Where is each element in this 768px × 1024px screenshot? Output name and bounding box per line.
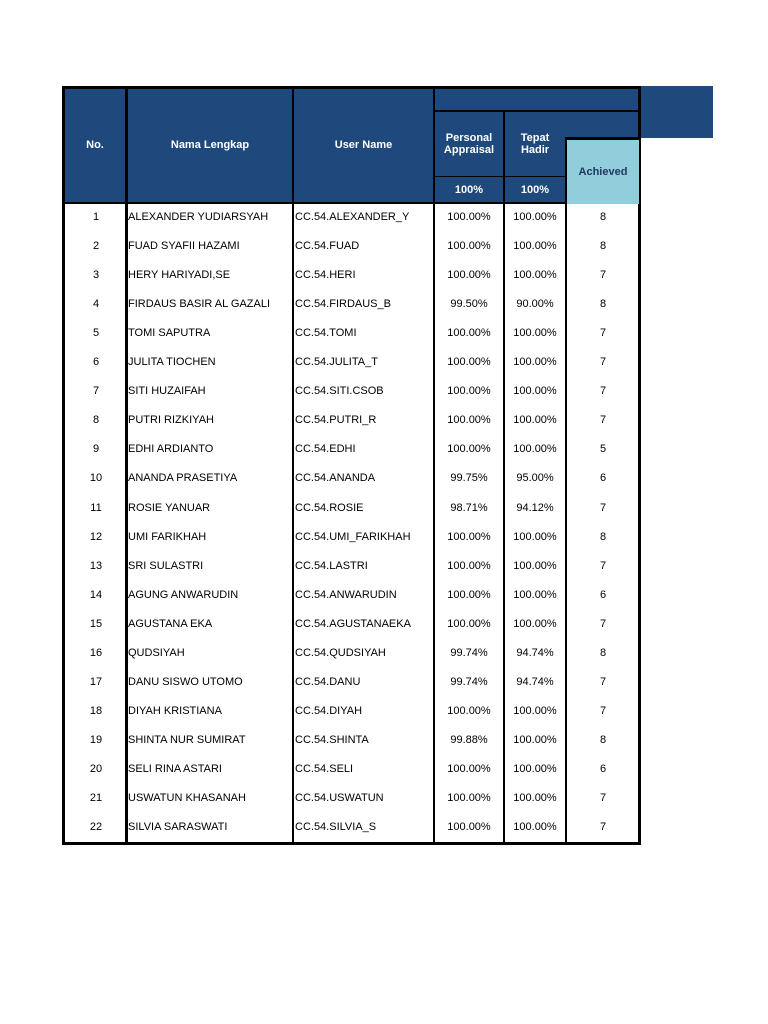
row-full-name: ANANDA PRASETIYA	[128, 472, 238, 485]
row-user-name: CC.54.DANU	[295, 675, 361, 688]
table-row	[62, 494, 641, 523]
row-tepat-hadir: 100.00%	[513, 240, 557, 253]
table-row	[62, 523, 641, 552]
row-number: 5	[92, 327, 100, 340]
row-number: 14	[89, 588, 103, 601]
row-number: 13	[89, 559, 103, 572]
header-full-name: Nama Lengkap	[170, 139, 250, 151]
header-personal-appraisal-line1: Personal	[445, 132, 493, 144]
row-personal-appraisal: 100.00%	[447, 211, 491, 223]
table-row	[62, 813, 641, 842]
row-full-name: PUTRI RIZKIYAH	[128, 414, 214, 427]
row-personal-appraisal: 100.00%	[447, 530, 491, 543]
row-number: 19	[89, 733, 103, 746]
header-tepat-hadir-line2: Hadir	[520, 144, 550, 156]
row-personal-appraisal: 100.00%	[447, 414, 491, 427]
row-user-name: CC.54.SHINTA	[295, 733, 369, 746]
row-personal-appraisal: 100.00%	[447, 443, 491, 456]
row-achieved: 7	[599, 821, 607, 834]
row-user-name: CC.54.ROSIE	[295, 501, 364, 514]
header-divider	[433, 176, 565, 177]
row-number: 12	[89, 530, 103, 543]
row-tepat-hadir: 100.00%	[513, 530, 557, 543]
row-user-name: CC.54.LASTRI	[295, 559, 368, 572]
row-user-name: CC.54.PUTRI_R	[295, 414, 377, 427]
header-no: No.	[86, 139, 104, 151]
row-user-name: CC.54.AGUSTANAEKA	[295, 617, 411, 630]
table-row	[62, 639, 641, 668]
row-achieved: 8	[599, 646, 607, 659]
row-tepat-hadir: 100.00%	[513, 443, 557, 456]
row-personal-appraisal: 100.00%	[447, 385, 491, 398]
row-achieved: 8	[599, 733, 607, 746]
row-full-name: FUAD SYAFII HAZAMI	[128, 240, 240, 253]
row-personal-appraisal: 100.00%	[447, 588, 491, 601]
row-number: 9	[92, 443, 100, 456]
table-row	[62, 435, 641, 464]
row-tepat-hadir: 100.00%	[513, 269, 557, 282]
row-personal-appraisal: 100.00%	[447, 792, 491, 804]
row-personal-appraisal: 100.00%	[447, 240, 491, 253]
row-personal-appraisal: 100.00%	[447, 617, 491, 630]
row-full-name: UMI FARIKHAH	[128, 530, 207, 543]
row-achieved: 7	[599, 792, 607, 804]
row-full-name: SHINTA NUR SUMIRAT	[128, 733, 246, 746]
row-number: 16	[89, 646, 103, 659]
row-full-name: SILVIA SARASWATI	[128, 821, 228, 834]
row-full-name: AGUNG ANWARUDIN	[128, 588, 239, 601]
row-user-name: CC.54.SITI.CSOB	[295, 385, 384, 398]
table-row	[62, 668, 641, 697]
row-number: 6	[92, 356, 100, 369]
row-achieved: 7	[599, 559, 607, 572]
row-achieved: 7	[599, 414, 607, 427]
row-achieved: 7	[599, 501, 607, 514]
row-tepat-hadir: 100.00%	[513, 414, 557, 427]
row-full-name: SELI RINA ASTARI	[128, 762, 222, 775]
row-personal-appraisal: 100.00%	[447, 356, 491, 369]
row-number: 18	[89, 704, 103, 717]
row-achieved: 8	[599, 530, 607, 543]
row-achieved: 8	[599, 211, 607, 223]
row-full-name: AGUSTANA EKA	[128, 617, 213, 630]
table-row	[62, 377, 641, 406]
row-achieved: 6	[599, 762, 607, 775]
row-tepat-hadir: 100.00%	[513, 617, 557, 630]
row-number: 11	[90, 501, 102, 514]
row-number: 15	[89, 617, 103, 630]
table-row	[62, 552, 641, 581]
row-achieved: 7	[599, 704, 607, 717]
row-tepat-hadir: 100.00%	[513, 762, 557, 775]
row-user-name: CC.54.JULITA_T	[295, 356, 378, 369]
row-achieved: 7	[599, 356, 607, 369]
row-personal-appraisal: 99.88%	[450, 733, 488, 746]
row-number: 22	[89, 821, 103, 834]
row-tepat-hadir: 100.00%	[513, 588, 557, 601]
header-achieved: Achieved	[567, 140, 639, 204]
table-row	[62, 348, 641, 377]
row-full-name: DANU SISWO UTOMO	[128, 675, 243, 688]
row-user-name: CC.54.HERI	[295, 269, 356, 282]
row-user-name: CC.54.TOMI	[295, 327, 357, 340]
row-full-name: FIRDAUS BASIR AL GAZALI	[128, 298, 271, 311]
row-achieved: 6	[599, 588, 607, 601]
row-tepat-hadir: 100.00%	[513, 733, 557, 746]
row-achieved: 7	[599, 675, 607, 688]
header-divider	[433, 110, 641, 112]
table-row	[62, 261, 641, 290]
header-tepat-hadir	[505, 132, 565, 156]
row-user-name: CC.54.EDHI	[295, 443, 356, 456]
row-tepat-hadir: 100.00%	[513, 704, 557, 717]
row-number: 3	[92, 269, 100, 282]
row-full-name: SITI HUZAIFAH	[128, 385, 206, 398]
row-personal-appraisal: 100.00%	[447, 559, 491, 572]
row-full-name: SRI SULASTRI	[128, 559, 204, 572]
row-achieved: 8	[599, 298, 607, 311]
row-user-name: CC.54.USWATUN	[295, 792, 384, 804]
header-pa-target: 100%	[454, 184, 484, 196]
row-tepat-hadir: 94.74%	[516, 675, 554, 688]
row-personal-appraisal: 99.74%	[450, 646, 488, 659]
row-tepat-hadir: 90.00%	[516, 298, 554, 311]
row-full-name: HERY HARIYADI,SE	[128, 269, 231, 282]
row-user-name: CC.54.SELI	[295, 762, 354, 775]
row-personal-appraisal: 99.75%	[450, 472, 488, 485]
row-tepat-hadir: 95.00%	[516, 472, 554, 485]
row-tepat-hadir: 94.12%	[516, 501, 554, 514]
row-personal-appraisal: 100.00%	[447, 327, 491, 340]
table-row	[62, 319, 641, 348]
row-user-name: CC.54.QUDSIYAH	[295, 646, 386, 659]
row-personal-appraisal: 100.00%	[447, 821, 491, 834]
table-row	[62, 464, 641, 493]
row-user-name: CC.54.FUAD	[295, 240, 360, 253]
table-row	[62, 406, 641, 435]
header-personal-appraisal	[435, 132, 503, 156]
row-number: 20	[89, 762, 103, 775]
row-personal-appraisal: 99.74%	[450, 675, 488, 688]
row-personal-appraisal: 98.71%	[450, 501, 488, 514]
row-full-name: ALEXANDER YUDIARSYAH	[128, 211, 269, 223]
row-user-name: CC.54.ALEXANDER_Y	[295, 211, 410, 223]
row-achieved: 7	[599, 617, 607, 630]
header-extension-band	[641, 86, 713, 138]
table-row	[62, 610, 641, 639]
row-user-name: CC.54.ANWARUDIN	[295, 588, 397, 601]
header-user-name: User Name	[334, 139, 393, 151]
row-user-name: CC.54.FIRDAUS_B	[295, 298, 391, 311]
row-personal-appraisal: 99.50%	[450, 298, 488, 311]
table-row	[62, 581, 641, 610]
row-personal-appraisal: 100.00%	[447, 704, 491, 717]
row-achieved: 6	[599, 472, 607, 485]
row-number: 8	[92, 414, 100, 427]
header-personal-appraisal-line2: Appraisal	[443, 144, 495, 156]
table-row	[62, 290, 641, 319]
row-tepat-hadir: 100.00%	[513, 211, 557, 223]
row-personal-appraisal: 100.00%	[447, 269, 491, 282]
row-number: 17	[89, 675, 103, 688]
row-tepat-hadir: 100.00%	[513, 385, 557, 398]
table-row	[62, 697, 641, 726]
table-row	[62, 784, 641, 813]
row-full-name: TOMI SAPUTRA	[128, 327, 211, 340]
row-full-name: USWATUN KHASANAH	[128, 792, 246, 804]
row-tepat-hadir: 100.00%	[513, 821, 557, 834]
table-row	[62, 755, 641, 784]
row-achieved: 8	[599, 240, 607, 253]
row-number: 1	[92, 211, 100, 223]
row-tepat-hadir: 100.00%	[513, 356, 557, 369]
row-user-name: CC.54.ANANDA	[295, 472, 376, 485]
row-achieved: 5	[599, 443, 607, 456]
row-achieved: 7	[599, 385, 607, 398]
header-th-target: 100%	[520, 184, 550, 196]
row-personal-appraisal: 100.00%	[447, 762, 491, 775]
row-full-name: DIYAH KRISTIANA	[128, 704, 222, 717]
row-number: 2	[92, 240, 100, 253]
row-tepat-hadir: 94.74%	[516, 646, 554, 659]
row-number: 10	[89, 472, 103, 485]
table-row	[62, 726, 641, 755]
row-full-name: QUDSIYAH	[128, 646, 185, 659]
table-row	[62, 203, 641, 232]
row-tepat-hadir: 100.00%	[513, 559, 557, 572]
row-full-name: EDHI ARDIANTO	[128, 443, 214, 456]
row-number: 4	[92, 298, 100, 311]
header-tepat-hadir-line1: Tepat	[520, 132, 550, 144]
row-full-name: ROSIE YANUAR	[128, 501, 211, 514]
row-user-name: CC.54.DIYAH	[295, 704, 363, 717]
row-tepat-hadir: 100.00%	[513, 327, 557, 340]
row-number: 7	[92, 385, 100, 398]
row-user-name: CC.54.SILVIA_S	[295, 821, 377, 834]
row-achieved: 7	[599, 269, 607, 282]
table-row	[62, 232, 641, 261]
row-user-name: CC.54.UMI_FARIKHAH	[295, 530, 411, 543]
row-number: 21	[89, 792, 103, 804]
row-tepat-hadir: 100.00%	[513, 792, 557, 804]
row-achieved: 7	[599, 327, 607, 340]
row-full-name: JULITA TIOCHEN	[128, 356, 216, 369]
